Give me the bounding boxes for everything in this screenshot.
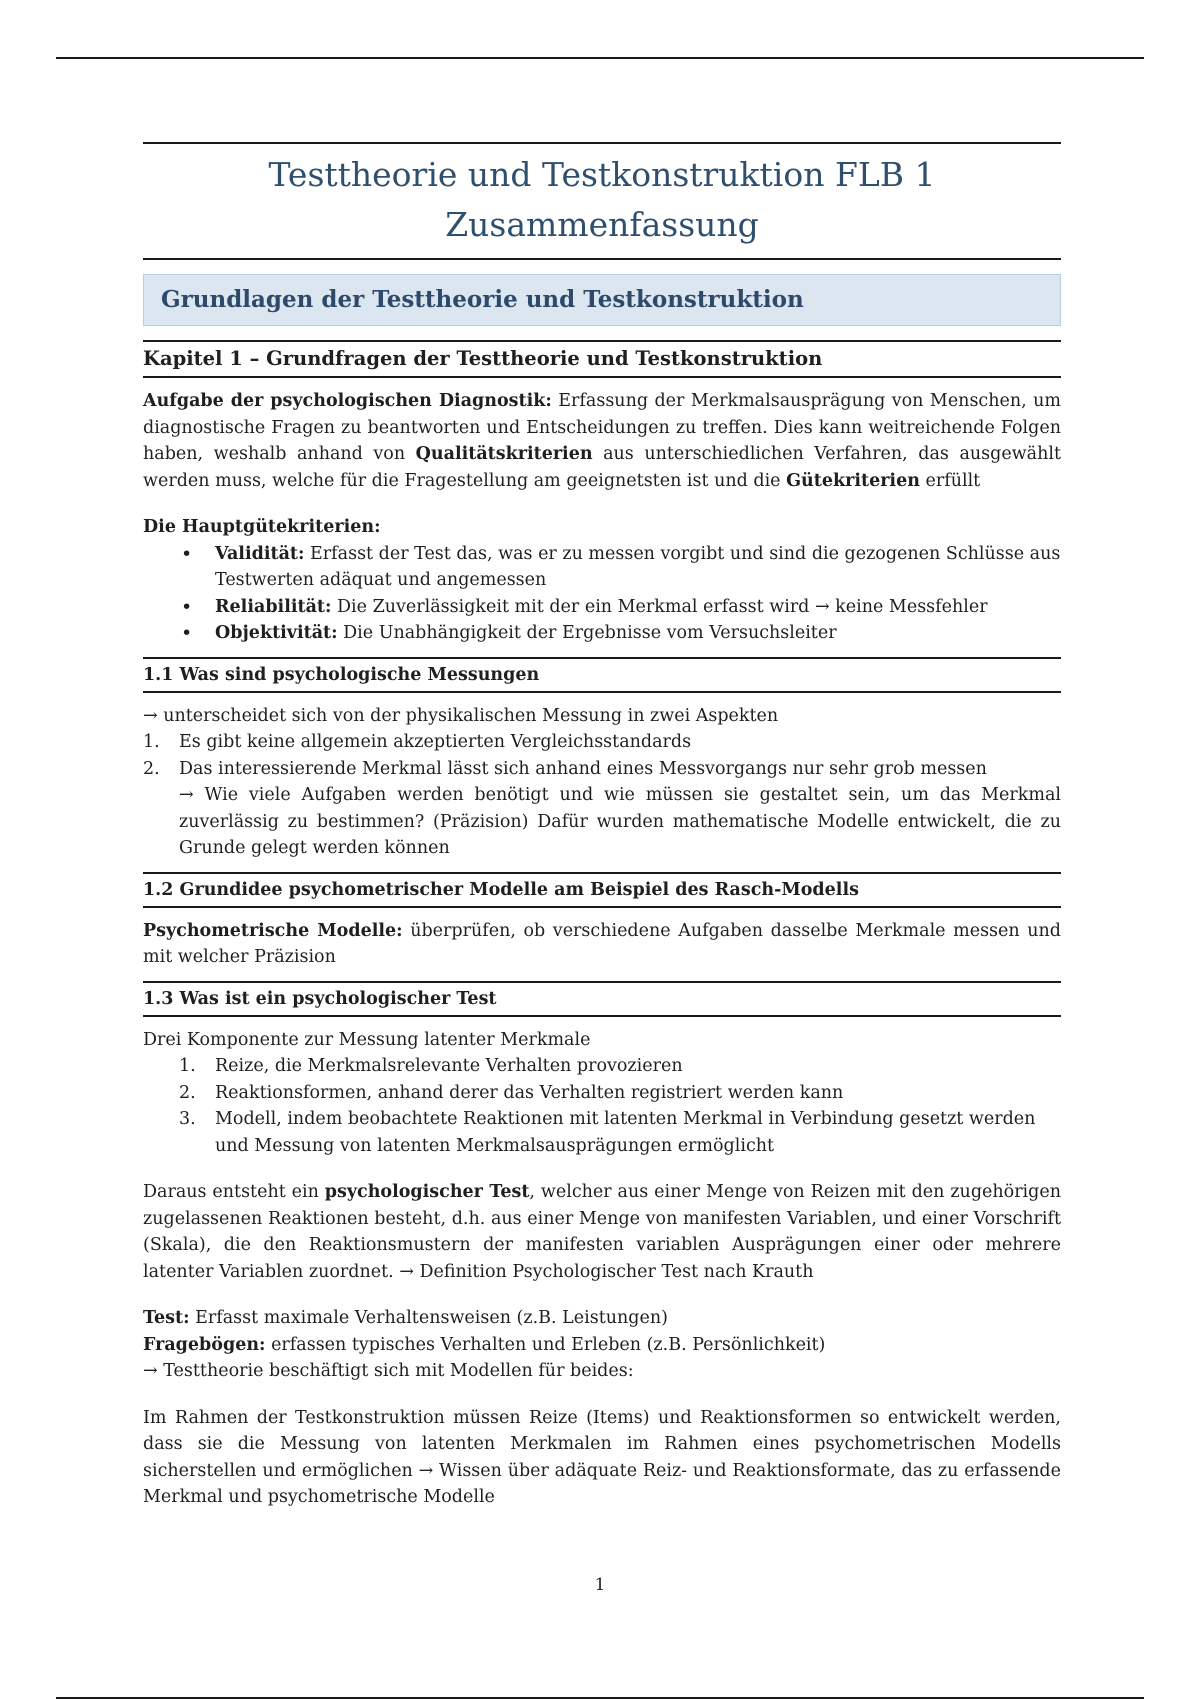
section-1-3-heading: 1.3 Was ist ein psychologischer Test [143, 981, 1061, 1017]
part-banner: Grundlagen der Testtheorie und Testkonstruktion [143, 274, 1061, 326]
list-item: • Objektivität: Die Unabhängigkeit der Ergebnisse vom Versuchsleiter [215, 620, 1061, 647]
term: Qualitätskriterien [415, 444, 593, 464]
list-item: 1. Es gibt keine allgemein akzeptierten Vergleichsstandards [143, 732, 692, 752]
list-item: 2. Reaktionsformen, anhand derer das Verhalten registriert werden kann [179, 1082, 844, 1103]
section-1-1-heading: 1.1 Was sind psychologische Messungen [143, 657, 1061, 693]
title-line-2: Zusammenfassung [445, 205, 759, 244]
document-title [143, 142, 1061, 260]
list-item: • Reliabilität: Die Zuverlässigkeit mit der ein Merkmal erfasst wird → keine Messfehler [215, 594, 1061, 621]
diagnostik-paragraph: Aufgabe der psychologischen Diagnostik: Erfassung der Merkmalsausprägung von Menschen, um diagnostische Fragen zu beantworten und Entscheidungen zu treffen. Dies kann weitreichende Folgen haben, weshalb anhand von Qualitätskriterien aus unterschiedlichen Verfahren, das ausgewählt werden muss, welche für die Fragestellung am geeignetsten ist und die Gütekriterien erfüllt [143, 391, 1061, 491]
chapter-1-heading: Kapitel 1 – Grundfragen der Testtheorie und Testkonstruktion [143, 340, 1061, 378]
term: Gütekriterien [786, 470, 920, 491]
page-top-rule [56, 57, 1144, 59]
list-item: 3. Modell, indem beobachtete Reaktionen mit latenten Merkmal in Verbindung gesetzt werden und Messung von latenten Merkmalsausprägungen ermöglicht [179, 1109, 1036, 1156]
section-1-3-intro: Drei Komponente zur Messung latenter Merkmale [143, 1029, 591, 1050]
list-item: • Validität: Erfasst der Test das, was er zu messen vorgibt und sind die gezogenen Schlüsse aus Testwerten adäquat und angemessen [215, 541, 1061, 594]
document-body [143, 142, 1061, 1511]
fragebogen-line: Fragebögen: erfassen typisches Verhalten und Erleben (z.B. Persönlichkeit) [143, 1334, 826, 1355]
section-1-3-list [143, 1053, 1061, 1159]
list-item: 2. Das interessierende Merkmal lässt sich anhand eines Messvorgangs nur sehr grob messen [143, 758, 987, 779]
final-paragraph: Im Rahmen der Testkonstruktion müssen Reize (Items) und Reaktionsformen so entwickelt werden, dass sie die Messung von latenten Merkmalen im Rahmen eines psychometrischen Modells sicherstellen und ermöglichen → Wissen über adäquate Reiz- und Reaktionsformate, das zu erfassende Merkmal und psychometrische Modelle [143, 1407, 1061, 1507]
title-line-1: Testtheorie und Testkonstruktion FLB 1 [268, 155, 936, 194]
term: Aufgabe der psychologischen Diagnostik: [143, 391, 552, 411]
section-1-1-list [143, 729, 1061, 782]
testtheorie-line: → Testtheorie beschäftigt sich mit Modellen für beides: [143, 1361, 634, 1381]
page-number: 1 [594, 1575, 606, 1595]
section-1-2-paragraph: Psychometrische Modelle: überprüfen, ob verschiedene Aufgaben dasselbe Merkmale messen und mit welcher Präzision [143, 920, 1061, 967]
test-line: Test: Erfasst maximale Verhaltensweisen (z.B. Leistungen) [143, 1308, 668, 1328]
criteria-list [143, 541, 1061, 647]
page-bottom-rule [56, 1697, 1144, 1699]
section-1-1-followup: → Wie viele Aufgaben werden benötigt und wie müssen sie gestaltet sein, um das Merkmal zuverlässig zu bestimmen? (Präzision) Dafür wurden mathematische Modelle entwickelt, die zu Grunde gelegt werden können [179, 785, 1061, 858]
section-1-1-intro: → unterscheidet sich von der physikalischen Messung in zwei Aspekten [143, 705, 779, 726]
list-item: 1. Reize, die Merkmalsrelevante Verhalten provozieren [179, 1056, 683, 1076]
section-1-2-heading: 1.2 Grundidee psychometrischer Modelle am Beispiel des Rasch-Modells [143, 872, 1061, 908]
test-definition-paragraph: Daraus entsteht ein psychologischer Test, welcher aus einer Menge von Reizen mit den zugehörigen zugelassenen Reaktionen besteht, d.h. aus einer Menge von manifesten Variablen, und einer Vorschrift (Skala), die den Reaktionsmustern der manifesten variablen Ausprägungen einer oder mehrere latenter Variablen zuordnet. → Definition Psychologischer Test nach Krauth [143, 1182, 1061, 1282]
criteria-heading: Die Hauptgütekriterien: [143, 517, 381, 537]
